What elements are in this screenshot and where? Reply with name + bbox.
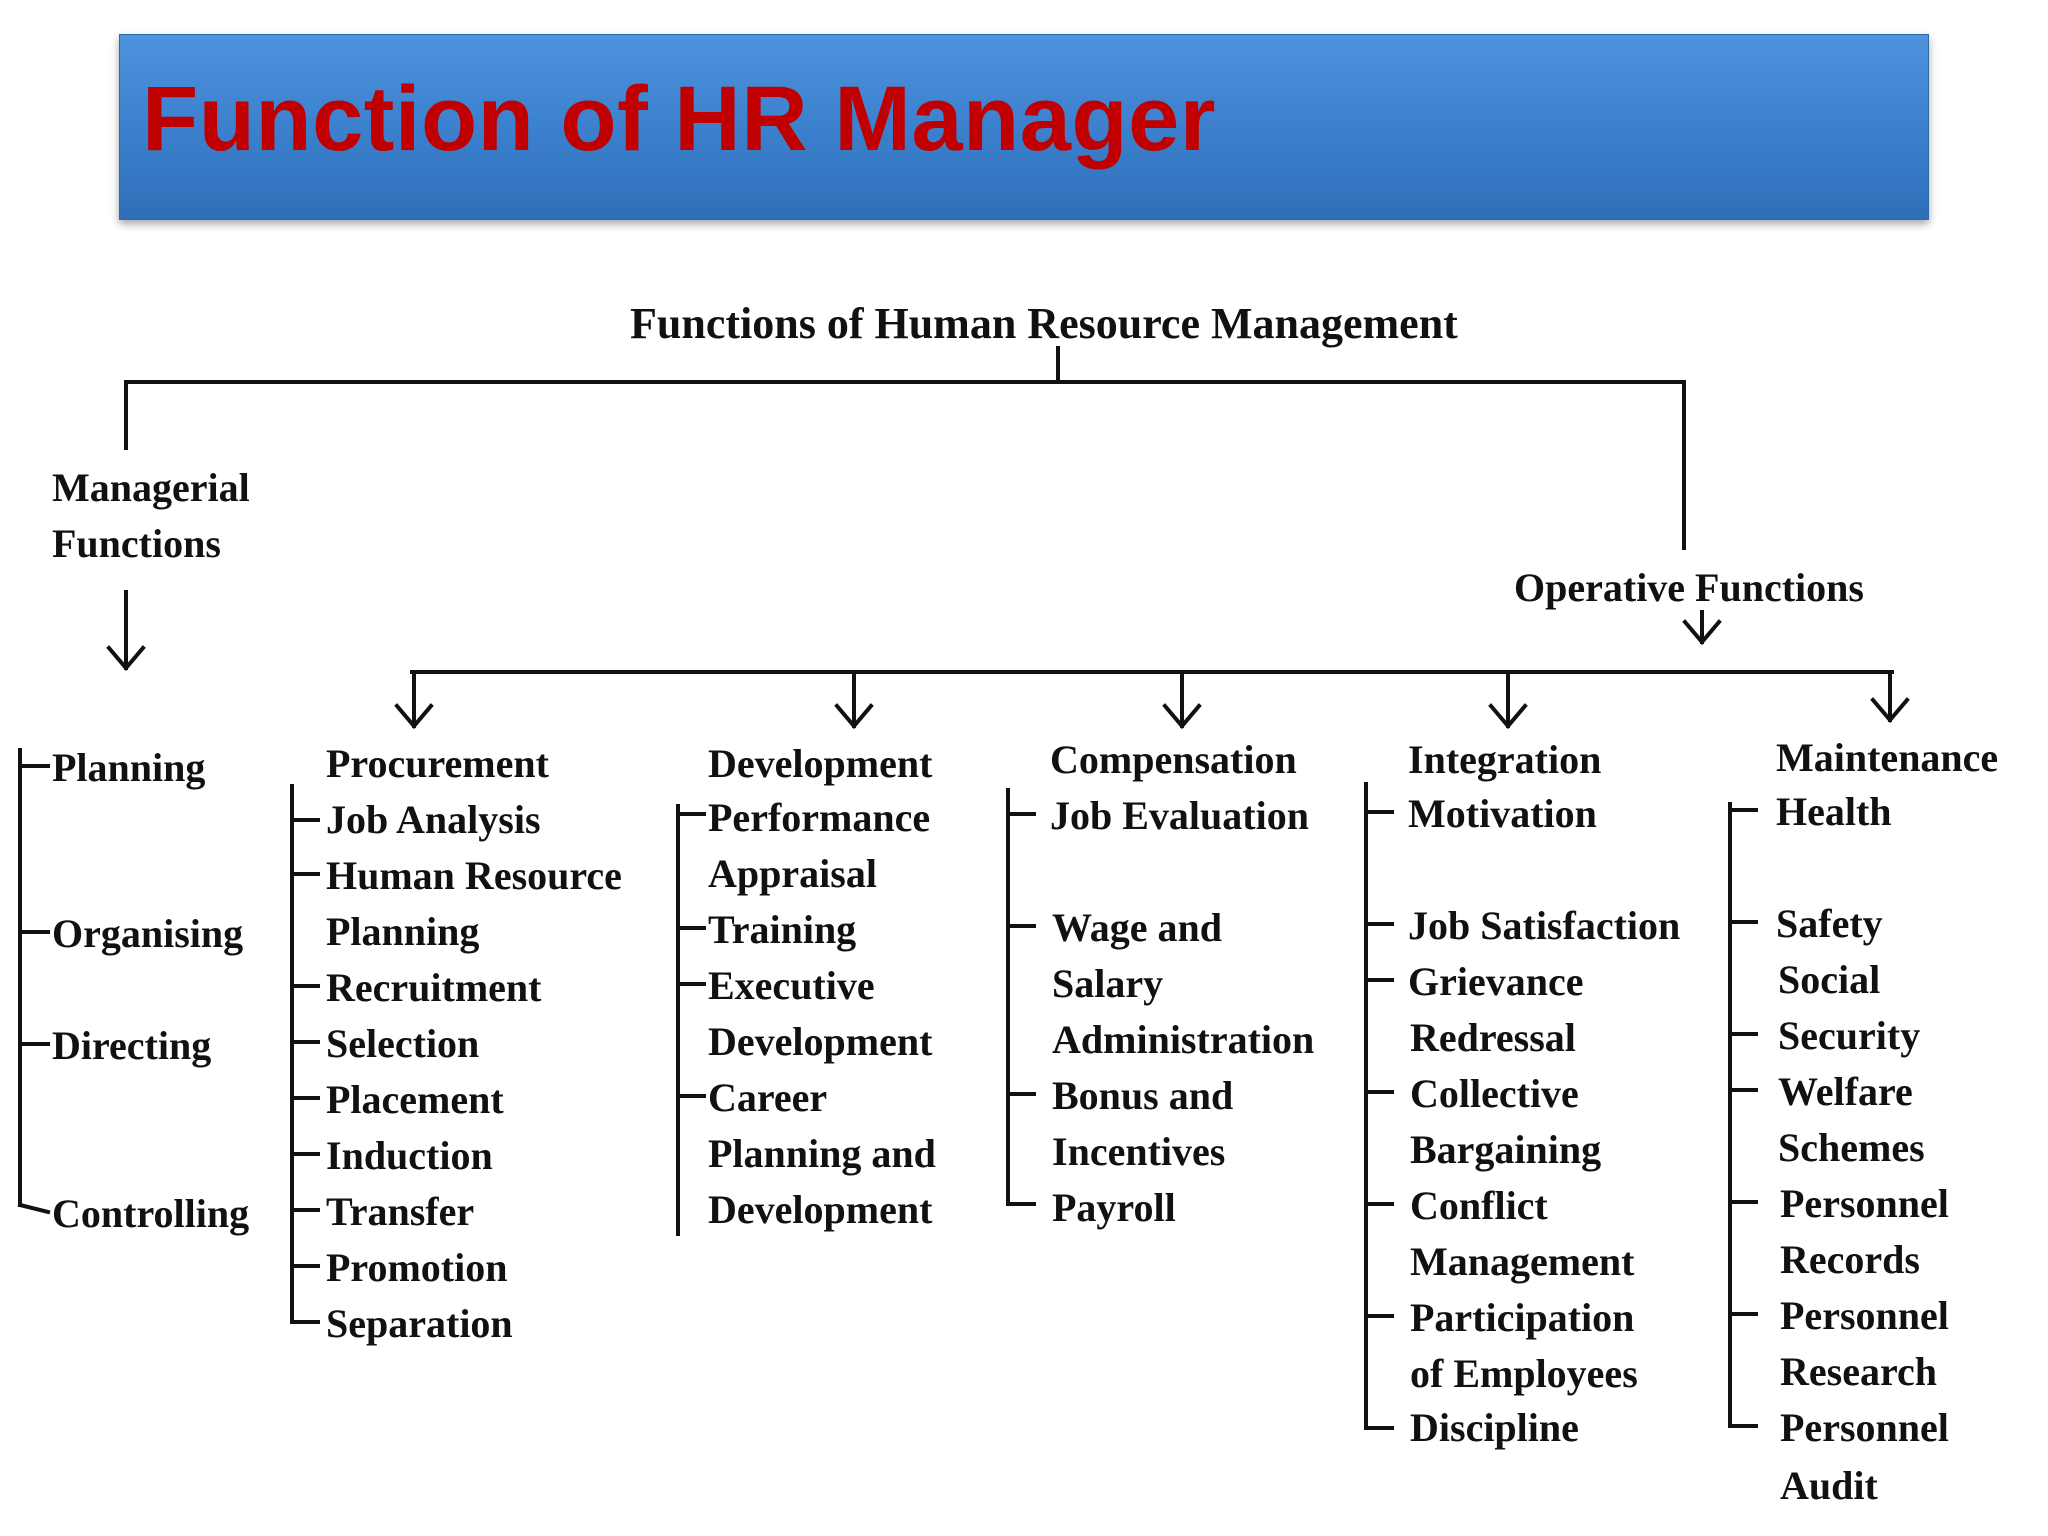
compensation-line: Salary [1052,961,1164,1006]
integration-line: Conflict [1410,1183,1548,1228]
procurement-line: Separation [326,1301,513,1346]
procurement-title: Procurement [326,741,549,786]
compensation-title: Compensation [1050,737,1297,782]
maintenance-line: Personnel [1780,1181,1949,1226]
maintenance-line: Welfare [1778,1069,1913,1114]
managerial-item: Planning [52,745,206,790]
maintenance-line: Research [1780,1349,1937,1394]
development-line: Development [708,1187,933,1232]
development-line: Executive [708,963,875,1008]
procurement-line: Promotion [326,1245,508,1290]
integration-line: Redressal [1410,1015,1576,1060]
procurement-line: Recruitment [326,965,542,1010]
root-label: Functions of Human Resource Management [630,299,1458,348]
managerial-heading-line1: Managerial [52,465,250,510]
integration-line: Collective [1410,1071,1579,1116]
procurement-line: Human Resource [326,853,622,898]
development-line: Planning and [708,1131,936,1176]
integration-line: of Employees [1410,1351,1638,1396]
compensation-line: Job Evaluation [1050,793,1309,838]
integration-title: Integration [1408,737,1602,782]
development-line: Performance [708,795,931,840]
maintenance-line: Health [1776,789,1892,834]
maintenance-line: Records [1780,1237,1920,1282]
compensation-line: Payroll [1052,1185,1176,1230]
managerial-heading-line2: Functions [52,521,221,566]
operative-heading: Operative Functions [1514,565,1864,610]
managerial-tick [20,1205,48,1212]
maintenance-line: Personnel [1780,1405,1949,1450]
integration-line: Bargaining [1410,1127,1602,1172]
procurement-line: Transfer [326,1189,475,1234]
maintenance-line: Personnel [1780,1293,1949,1338]
development-line: Development [708,1019,933,1064]
procurement-line: Induction [326,1133,493,1178]
development-title: Development [708,741,933,786]
maintenance-title: Maintenance [1776,735,1999,780]
managerial-item: Controlling [52,1191,250,1236]
procurement-line: Selection [326,1021,480,1066]
procurement-line: Job Analysis [326,797,541,842]
maintenance-line: Audit [1780,1463,1878,1508]
maintenance-line: Schemes [1778,1125,1925,1170]
integration-line: Discipline [1410,1405,1579,1450]
integration-line: Participation [1410,1295,1635,1340]
managerial-item: Directing [52,1023,212,1068]
maintenance-line: Security [1778,1013,1921,1058]
integration-line: Job Satisfaction [1408,903,1681,948]
compensation-line: Wage and [1052,905,1223,950]
compensation-line: Incentives [1052,1129,1226,1174]
development-line: Appraisal [708,851,877,896]
integration-line: Management [1410,1239,1635,1284]
compensation-line: Administration [1052,1017,1315,1062]
page-title: Function of HR Manager [142,68,1217,170]
managerial-item: Organising [52,911,244,956]
development-line: Training [708,907,857,952]
integration-line: Motivation [1408,791,1597,836]
maintenance-line: Safety [1776,901,1883,946]
integration-line: Grievance [1408,959,1584,1004]
compensation-line: Bonus and [1052,1073,1234,1118]
development-line: Career [708,1075,828,1120]
procurement-line: Placement [326,1077,504,1122]
maintenance-line: Social [1778,957,1881,1002]
procurement-line: Planning [326,909,480,954]
